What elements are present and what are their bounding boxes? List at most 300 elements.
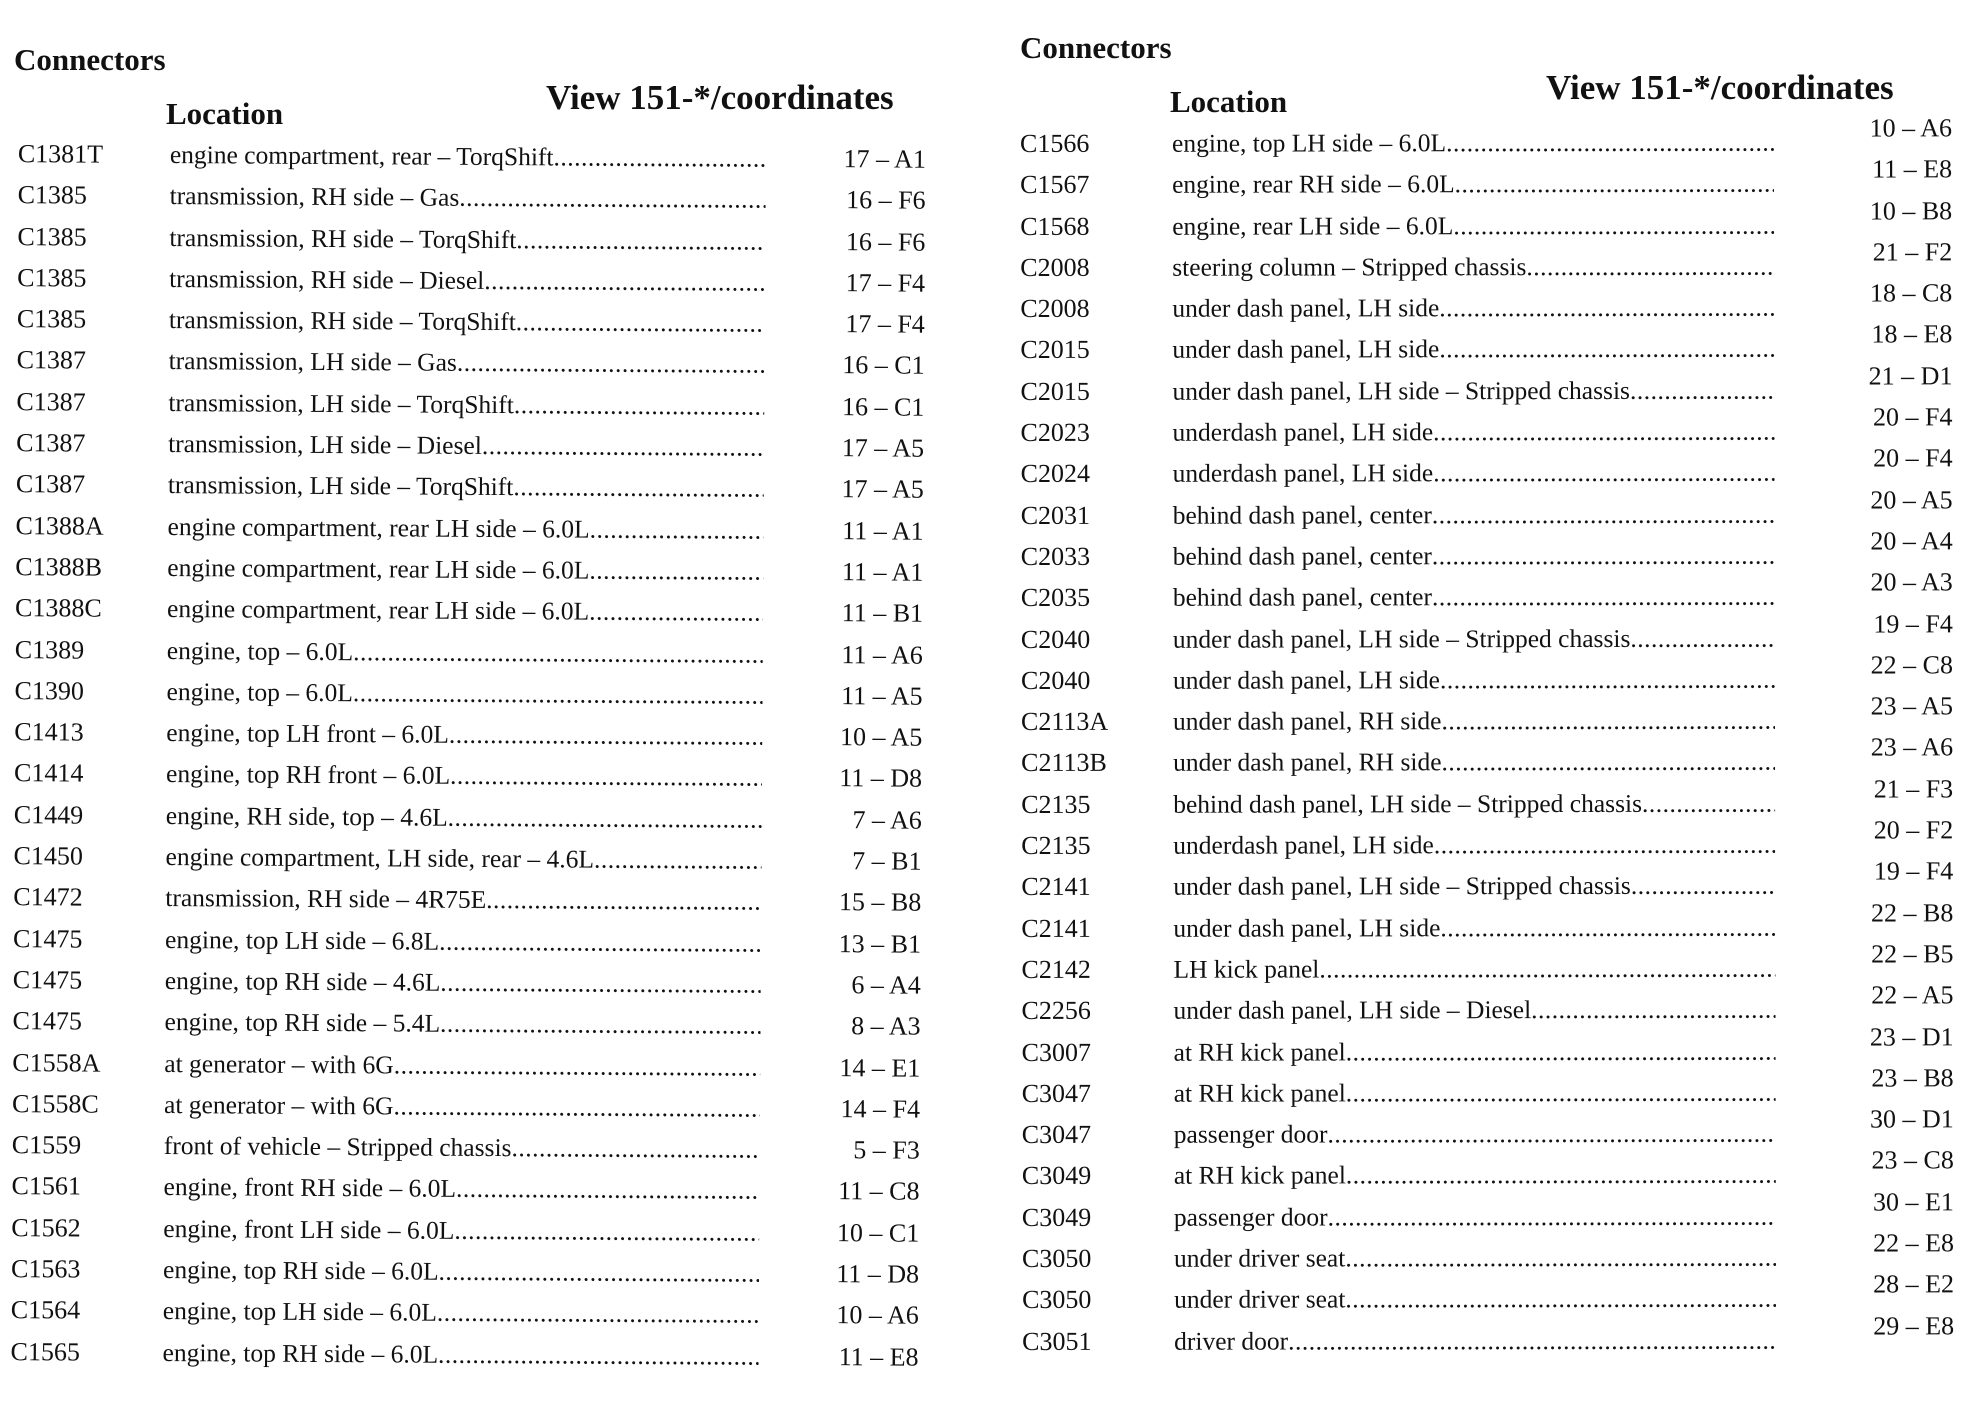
connector-location-text: underdash panel, LH side: [1172, 458, 1434, 489]
connector-code: C1559: [11, 1130, 82, 1160]
view-coordinate: 10 – C1: [836, 1217, 920, 1248]
connector-code: C1567: [1020, 170, 1090, 200]
connector-location-text: engine compartment, LH side, rear – 4.6L: [165, 842, 595, 874]
connector-location: [1172, 128, 1774, 159]
dot-leader: [1439, 334, 1774, 365]
view-coordinate: 10 – A5: [839, 722, 923, 752]
connector-location-text: under driver seat: [1173, 1243, 1346, 1273]
connector-location: [169, 223, 765, 257]
connector-location-text: transmission, RH side – Gas: [169, 181, 460, 213]
connector-location-text: under dash panel, LH side – Diesel: [1173, 995, 1532, 1025]
connector-location-text: engine, top RH side – 5.4L: [164, 1007, 441, 1038]
connector-location-text: at generator – with 6G: [164, 1048, 394, 1079]
connector-code: C2256: [1021, 996, 1091, 1026]
connector-code: C1450: [13, 841, 84, 871]
view-coordinate: 7 – A6: [852, 804, 922, 835]
dot-leader: [1432, 541, 1775, 572]
dot-leader: [513, 473, 764, 505]
connector-row: [0, 424, 958, 471]
connector-location: [1174, 1077, 1776, 1108]
dot-leader: [448, 802, 762, 834]
connector-location: [164, 1131, 760, 1165]
dot-leader: [456, 1174, 760, 1206]
connector-row: [1010, 278, 1964, 332]
connector-row: [1010, 361, 1964, 414]
connector-location: [163, 1172, 759, 1206]
view-coordinate: 18 – E8: [1871, 319, 1953, 349]
view-coordinate: 22 – B5: [1871, 939, 1954, 969]
dot-leader: [1346, 1160, 1776, 1191]
connector-row: [1012, 1104, 1964, 1157]
connector-location: [163, 1255, 759, 1289]
connector-row: [0, 796, 956, 843]
dot-leader: [590, 514, 764, 545]
connector-location-text: at RH kick panel: [1173, 1036, 1346, 1067]
view-coordinate: 20 – F2: [1873, 815, 1954, 845]
connector-row: [0, 507, 958, 554]
connector-location: [1173, 788, 1775, 819]
dot-leader: [1455, 169, 1775, 200]
connector-row: [1012, 980, 1964, 1034]
view-coordinate: 17 – A5: [841, 474, 924, 505]
connector-location: [1172, 169, 1774, 200]
connector-location-text: at RH kick panel: [1173, 1078, 1346, 1108]
connector-row: [1010, 319, 1964, 373]
connector-code: C2113B: [1021, 748, 1107, 778]
view-coordinate: 15 – B8: [838, 887, 922, 917]
connector-location-text: under dash panel, LH side: [1173, 912, 1441, 943]
dot-leader: [553, 142, 766, 173]
view-coordinate: 6 – A4: [851, 970, 921, 1000]
view-coordinate: 28 – E2: [1873, 1269, 1955, 1299]
connector-row: [0, 548, 957, 595]
connector-code: C2135: [1021, 789, 1091, 819]
connector-code: C1387: [16, 428, 86, 458]
connector-location-text: under dash panel, LH side – Stripped chassis: [1173, 871, 1631, 902]
dot-leader: [1319, 954, 1775, 985]
view-coordinate: 16 – F6: [846, 185, 926, 215]
connector-row: [0, 259, 959, 306]
connector-location: [1174, 1160, 1776, 1191]
connector-location-text: behind dash panel, center: [1172, 541, 1432, 571]
connector-row: [0, 672, 957, 719]
dot-leader: [516, 307, 765, 339]
connector-code: C3050: [1022, 1285, 1092, 1315]
connector-row: [1012, 1021, 1964, 1075]
connector-row: [0, 1085, 954, 1132]
dot-leader: [440, 968, 761, 1000]
connector-location-text: engine compartment, rear LH side – 6.0L: [167, 511, 590, 544]
connector-row: [1012, 1228, 1964, 1281]
connector-location: [1172, 293, 1774, 324]
connector-code: C3007: [1021, 1037, 1091, 1067]
connector-location: [1174, 1201, 1776, 1232]
section-title: Connectors: [1020, 30, 1172, 65]
connector-row: [1011, 567, 1964, 621]
connector-code: C2113A: [1021, 706, 1109, 737]
connector-code: C1387: [16, 345, 87, 376]
dot-leader: [1346, 1036, 1776, 1067]
connector-location: [169, 347, 765, 381]
connector-location-text: engine compartment, rear LH side – 6.0L: [167, 594, 590, 626]
connector-location-text: behind dash panel, center: [1172, 582, 1433, 612]
dot-leader: [1526, 252, 1774, 282]
connector-code: C1388C: [15, 593, 102, 623]
connector-row: [1011, 774, 1964, 827]
view-coordinates-column-header: View 151-*/coordinates: [546, 78, 894, 117]
connector-location-text: engine, top RH side – 4.6L: [164, 965, 441, 997]
connector-row: [1011, 815, 1964, 868]
connector-row: [1010, 154, 1964, 208]
connector-location: [1173, 417, 1775, 448]
dot-leader: [1439, 293, 1774, 324]
dot-leader: [1441, 747, 1775, 778]
connector-code: C2035: [1020, 583, 1091, 613]
connector-location: [1173, 499, 1775, 530]
view-coordinate: 20 – A5: [1870, 485, 1953, 515]
view-coordinate: 10 – B8: [1869, 195, 1953, 226]
connector-code: C1385: [17, 262, 87, 293]
connector-code: C1385: [17, 221, 87, 252]
connector-code: C3047: [1021, 1078, 1092, 1108]
dot-leader: [457, 348, 765, 380]
connector-location-text: behind dash panel, LH side – Stripped chassis: [1173, 788, 1643, 819]
connector-location: [166, 801, 762, 835]
dot-leader: [486, 885, 761, 917]
view-coordinate: 23 – A5: [1870, 691, 1954, 721]
dot-leader: [1446, 128, 1774, 159]
connector-row: [1012, 1145, 1964, 1199]
connector-location: [170, 181, 766, 215]
view-coordinate: 20 – A4: [1870, 526, 1953, 556]
connector-location: [169, 264, 765, 298]
connector-row: [0, 713, 956, 760]
connector-location: [1173, 541, 1775, 572]
dot-leader: [450, 761, 762, 793]
connector-location: [166, 759, 762, 793]
view-coordinate: 11 – D8: [839, 763, 923, 794]
view-coordinate: 23 – C8: [1871, 1145, 1954, 1175]
view-coordinate: 19 – F4: [1873, 608, 1953, 639]
connector-location-text: transmission, LH side – Gas: [168, 346, 457, 378]
connector-code: C2008: [1020, 252, 1090, 282]
connector-location-text: engine, front RH side – 6.0L: [163, 1172, 457, 1204]
connector-row: [1012, 1269, 1964, 1323]
connector-location: [167, 553, 763, 587]
dot-leader: [393, 1091, 760, 1123]
connector-location: [1172, 334, 1774, 365]
connector-location-text: under dash panel, RH side: [1173, 747, 1442, 778]
dot-leader: [1288, 1325, 1776, 1356]
connector-code: C1389: [14, 634, 85, 665]
connector-location: [1174, 995, 1776, 1026]
view-coordinate: 10 – A6: [836, 1300, 919, 1330]
dot-leader: [1440, 665, 1775, 696]
dot-leader: [1327, 1119, 1775, 1150]
connector-row: [0, 1167, 954, 1214]
dot-leader: [1630, 375, 1775, 405]
view-coordinate: 29 – E8: [1873, 1310, 1955, 1341]
view-coordinate: 11 – E8: [838, 1341, 919, 1372]
connector-row: [0, 176, 960, 223]
view-coordinate: 30 – D1: [1869, 1104, 1954, 1134]
connector-location: [164, 1049, 760, 1083]
connector-location: [168, 512, 764, 546]
dot-leader: [1453, 210, 1774, 241]
connector-location-text: engine, top RH front – 6.0L: [166, 759, 451, 791]
connector-code: C1566: [1020, 128, 1090, 158]
connector-location-text: engine, rear RH side – 6.0L: [1172, 169, 1455, 200]
connector-row: [1011, 856, 1964, 910]
connector-location-text: under driver seat: [1174, 1284, 1346, 1315]
view-coordinate: 21 – F3: [1873, 774, 1954, 804]
dot-leader: [1531, 995, 1775, 1025]
view-coordinate: 5 – F3: [853, 1135, 920, 1165]
view-coordinate: 22 – B8: [1871, 897, 1954, 928]
connector-row: [0, 1333, 953, 1380]
connector-code: C2142: [1021, 954, 1091, 984]
connector-location-text: underdash panel, LH side: [1172, 417, 1434, 447]
dot-leader: [438, 1257, 759, 1289]
connector-location-text: driver door: [1174, 1326, 1289, 1356]
connector-row: [0, 1044, 954, 1091]
connector-code: C1558A: [12, 1047, 101, 1078]
connector-row: [1011, 691, 1964, 744]
connector-location-text: transmission, LH side – Diesel: [168, 429, 482, 461]
connector-row: [0, 383, 958, 430]
connector-location: [1173, 912, 1775, 943]
connector-location-text: engine, top RH side – 6.0L: [162, 1337, 439, 1369]
connector-location-text: engine compartment, rear – TorqShift: [169, 140, 554, 172]
dot-leader: [394, 1050, 761, 1082]
view-coordinate: 16 – C1: [842, 350, 925, 381]
connector-code: C2040: [1020, 624, 1091, 654]
dot-leader: [589, 597, 763, 628]
connector-location: [164, 1007, 760, 1041]
section-title: Connectors: [14, 42, 166, 77]
dot-leader: [516, 225, 765, 257]
connector-code: C2033: [1020, 541, 1091, 571]
connector-location: [1173, 582, 1775, 613]
view-coordinate: 11 – D8: [836, 1259, 920, 1289]
connector-location-text: engine, RH side, top – 4.6L: [165, 800, 448, 832]
connector-code: C1449: [13, 799, 84, 830]
connector-row: [1011, 443, 1964, 497]
connector-row: [1011, 732, 1964, 786]
view-coordinate: 17 – A5: [841, 433, 925, 463]
dot-leader: [482, 431, 764, 463]
connector-location: [167, 636, 763, 670]
connector-row: [1011, 485, 1964, 538]
connector-location-text: front of vehicle – Stripped chassis: [163, 1131, 512, 1163]
connector-row: [1011, 608, 1964, 662]
view-coordinate: 18 – C8: [1869, 278, 1953, 308]
connector-code: C2015: [1020, 376, 1090, 406]
connector-location: [1174, 1036, 1776, 1067]
connector-row: [0, 920, 955, 967]
dot-leader: [1630, 623, 1775, 653]
dot-leader: [459, 183, 765, 215]
connector-row: [1010, 237, 1964, 290]
connector-location-text: LH kick panel: [1173, 954, 1320, 984]
connector-code: C1387: [16, 386, 86, 417]
view-coordinate: 7 – B1: [852, 846, 922, 876]
connector-code: C3047: [1021, 1119, 1092, 1150]
dot-leader: [1642, 788, 1775, 818]
connector-code: C1475: [13, 923, 83, 954]
connector-location: [1173, 830, 1775, 861]
connector-row: [1010, 195, 1964, 249]
connector-location: [1174, 1119, 1776, 1150]
dot-leader: [1434, 830, 1775, 861]
connector-location-text: engine, top LH side – 6.0L: [1172, 128, 1447, 158]
right-connector-column: [1010, 0, 1964, 1408]
connector-location-text: at generator – with 6G: [163, 1089, 394, 1121]
dot-leader: [1346, 1077, 1776, 1108]
view-coordinate: 20 – A3: [1870, 567, 1953, 597]
connector-location-text: transmission, LH side – TorqShift: [167, 470, 514, 502]
connector-location-text: under dash panel, LH side: [1172, 293, 1440, 323]
connector-location-text: transmission, RH side – TorqShift: [168, 305, 516, 337]
view-coordinate: 13 – B1: [838, 928, 922, 959]
connector-row: [0, 878, 955, 925]
connector-location: [164, 1090, 760, 1124]
connector-code: C1565: [10, 1336, 81, 1367]
dot-leader: [437, 1298, 759, 1330]
view-coordinates-column-header: View 151-*/coordinates: [1546, 68, 1894, 107]
view-coordinate: 17 – F4: [845, 268, 926, 298]
connector-location: [1172, 252, 1774, 283]
connector-row: [0, 465, 958, 512]
connector-location: [1173, 871, 1775, 902]
connector-code: C3049: [1021, 1202, 1092, 1232]
connector-code: C1385: [16, 304, 87, 334]
connector-location: [1173, 954, 1775, 985]
connector-code: C1561: [11, 1171, 82, 1201]
view-coordinate: 20 – F4: [1873, 402, 1953, 432]
dot-leader: [589, 556, 763, 587]
view-coordinate: 11 – E8: [1872, 154, 1953, 184]
connector-location-text: under dash panel, LH side: [1172, 665, 1440, 695]
view-coordinate: 11 – B1: [841, 598, 924, 628]
connector-location: [163, 1296, 759, 1330]
connector-location-text: engine, rear LH side – 6.0L: [1172, 210, 1454, 241]
connector-location: [1174, 1284, 1776, 1315]
connector-row: [0, 1291, 953, 1338]
view-coordinate: 17 – F4: [845, 309, 925, 339]
connector-row: [1011, 402, 1964, 455]
dot-leader: [514, 390, 765, 422]
connector-location: [1173, 665, 1775, 696]
connector-location-text: steering column – Stripped chassis: [1172, 251, 1527, 282]
connector-code: C1387: [15, 469, 86, 499]
connector-location-text: engine, front LH side – 6.0L: [163, 1213, 455, 1245]
connector-code: C2141: [1021, 913, 1091, 943]
connector-location: [1172, 210, 1774, 241]
connector-location: [1174, 1243, 1776, 1274]
connector-code: C3049: [1021, 1161, 1092, 1191]
view-coordinate: 8 – A3: [851, 1011, 921, 1041]
connector-code: C2015: [1020, 335, 1090, 365]
connector-location: [163, 1214, 759, 1248]
connector-row: [1010, 113, 1964, 166]
connector-location: [165, 925, 761, 959]
connector-location-text: behind dash panel, center: [1172, 499, 1432, 530]
connector-code: C1390: [14, 675, 85, 706]
connector-location-text: under dash panel, LH side – Stripped chassis: [1172, 623, 1631, 654]
connector-code: C1475: [12, 1006, 83, 1036]
connector-code: C1385: [17, 180, 88, 210]
connector-row: [1012, 1310, 1964, 1364]
connector-code: C1388A: [15, 510, 104, 541]
dot-leader: [1328, 1201, 1776, 1232]
connector-location: [165, 966, 761, 1000]
connector-location: [166, 718, 762, 752]
view-coordinate: 19 – F4: [1873, 856, 1954, 886]
connector-location: [1174, 1325, 1776, 1356]
connector-row: [1012, 1063, 1964, 1116]
dot-leader: [511, 1133, 759, 1165]
view-coordinate: 23 – D1: [1869, 1021, 1954, 1052]
view-coordinate: 14 – F4: [840, 1093, 921, 1124]
dot-leader: [1441, 706, 1775, 737]
connector-row: [0, 218, 959, 265]
connector-location: [1173, 747, 1775, 778]
connector-location-text: engine, top – 6.0L: [166, 676, 353, 708]
dot-leader: [1345, 1284, 1776, 1315]
connector-code: C1568: [1020, 211, 1090, 241]
connector-location-text: engine, top LH front – 6.0L: [166, 718, 450, 749]
connector-location-text: transmission, RH side – Diesel: [169, 263, 485, 295]
connector-code: C2024: [1020, 459, 1090, 489]
dot-leader: [1432, 582, 1775, 613]
connector-row: [1011, 939, 1964, 992]
view-coordinate: 21 – F2: [1872, 237, 1953, 267]
view-coordinate: 16 – C1: [841, 391, 925, 422]
connector-code: C1414: [14, 758, 84, 788]
connector-row: [0, 1002, 955, 1049]
dot-leader: [1433, 458, 1774, 489]
connector-location-text: engine, top RH side – 6.0L: [162, 1255, 439, 1286]
connector-code: C1381T: [17, 139, 104, 169]
connector-code: C2141: [1021, 872, 1091, 902]
connector-location-text: engine, top – 6.0L: [166, 635, 354, 666]
connector-location: [169, 305, 765, 339]
connector-row: [0, 631, 957, 678]
connector-row: [1011, 526, 1964, 579]
connector-location-text: under dash panel, RH side: [1173, 706, 1442, 736]
connector-location-text: engine, top LH side – 6.8L: [165, 924, 440, 956]
dot-leader: [1440, 912, 1775, 943]
dot-leader: [1432, 499, 1775, 530]
connector-code: C1564: [10, 1295, 81, 1325]
dot-leader: [440, 1009, 761, 1041]
connector-location-text: engine compartment, rear LH side – 6.0L: [167, 552, 590, 585]
connector-code: C3051: [1022, 1326, 1092, 1356]
connector-row: [0, 1209, 953, 1256]
connector-code: C2040: [1020, 665, 1091, 695]
dot-leader: [1631, 871, 1776, 901]
view-coordinate: 16 – F6: [845, 226, 926, 257]
connector-location: [168, 470, 764, 504]
connector-location-text: under dash panel, LH side: [1172, 334, 1440, 365]
view-coordinate: 11 – A1: [841, 557, 924, 587]
connector-row: [0, 589, 957, 636]
view-coordinate: 11 – C8: [838, 1176, 920, 1207]
connector-code: C2031: [1020, 500, 1091, 530]
connector-row: [1011, 897, 1964, 951]
view-coordinate: 10 – A6: [1869, 113, 1953, 143]
